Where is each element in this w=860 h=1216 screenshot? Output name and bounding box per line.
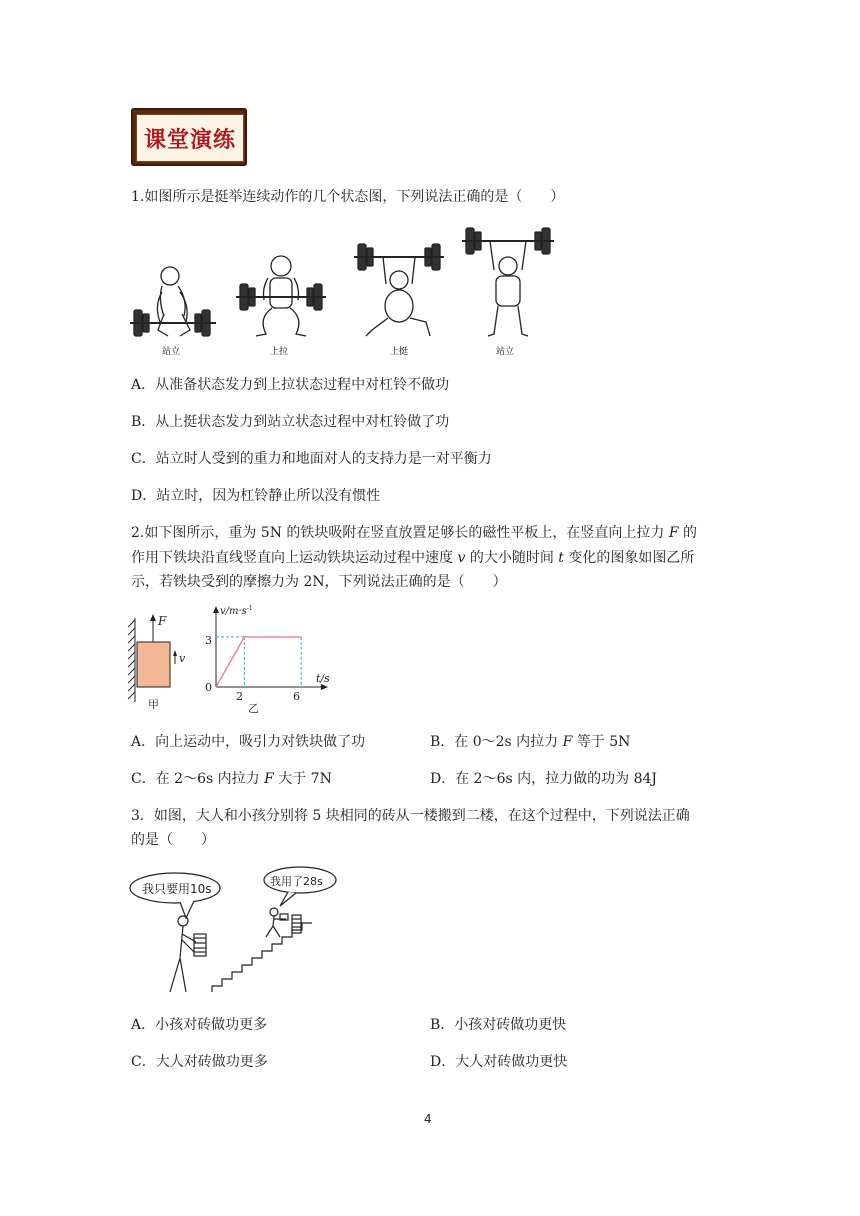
q2-stem-text: 的大小随时间 — [465, 550, 559, 566]
q1-option-b: B．从上挺状态发力到站立状态过程中对杠铃做了功 — [131, 414, 450, 430]
q2-option-b-text: B．在 0～2s 内拉力 — [430, 734, 563, 750]
velocity-chart — [205, 605, 330, 715]
x-tick-label: 2 — [236, 690, 243, 703]
wall — [128, 618, 135, 702]
series-line — [216, 637, 301, 687]
q3-option-b: B．小孩对砖做功更快 — [430, 1017, 567, 1033]
q2-option-c-symbol: F — [264, 771, 274, 787]
child-figure — [266, 908, 301, 937]
q2-option-c-text: 大于 7N — [273, 771, 332, 787]
force-label: F — [158, 614, 167, 628]
velocity-label: v — [179, 652, 186, 665]
q3-option-d: D．大人对砖做功更快 — [430, 1054, 568, 1070]
right-caption: 乙 — [248, 702, 259, 715]
adult-speech-text: 我只要用10s — [142, 882, 212, 896]
y-axis-label — [220, 605, 253, 617]
q2-stem-symbol-t: t — [558, 550, 564, 566]
q2-stem-text: 变化的图象如图乙所 — [563, 550, 695, 566]
q3-stem-line-1: 3．如图，大人和小孩分别将 5 块相同的砖从一楼搬到二楼，在这个过程中，下列说法正确 — [131, 808, 690, 824]
lifter-figure-4 — [462, 228, 554, 336]
q1-option-a: A．从准备状态发力到上拉状态过程中对杠铃不做功 — [131, 377, 450, 393]
q2-stem-symbol-v: v — [457, 550, 466, 566]
q2-stem-symbol-f: F — [668, 525, 679, 541]
q2-option-c-text: C．在 2～6s 内拉力 — [131, 771, 265, 787]
iron-block — [137, 642, 170, 687]
q2-option-b-text: 等于 5N — [572, 734, 631, 750]
caption-stand-1: 站立 — [162, 347, 181, 357]
q1-figure — [128, 222, 588, 362]
q2-stem-line-3: 示，若铁块受到的摩擦力为 2N，下列说法正确的是（ ） — [131, 574, 507, 590]
q1-stem: 1.如图所示是挺举连续动作的几个状态图，下列说法正确的是（ ） — [131, 189, 565, 205]
caption-jerk: 上挺 — [390, 347, 409, 357]
caption-stand-2: 站立 — [496, 347, 515, 357]
q3-option-a: A．小孩对砖做功更多 — [131, 1017, 268, 1033]
q2-stem-text: 的 — [678, 525, 698, 541]
x-tick-label: 6 — [293, 690, 300, 703]
section-title: 课堂演练 — [143, 127, 236, 153]
child-speech-text: 我用了28s — [270, 875, 323, 888]
q2-option-d: D．在 2～6s 内，拉力做的功为 84J — [430, 771, 658, 787]
x-axis-label: t/s — [316, 672, 330, 685]
q3-stem-line-2: 的是（ ） — [131, 832, 215, 848]
q2-stem-text: 2.如下图所示，重为 5N 的铁块吸附在竖直放置足够长的磁性平板上，在竖直向上拉力 — [131, 525, 669, 541]
y-axis-label-text: v/m·s — [220, 606, 247, 617]
q1-option-c: C．站立时人受到的重力和地面对人的支持力是一对平衡力 — [131, 451, 492, 467]
q1-option-d: D．站立时，因为杠铃静止所以没有惯性 — [131, 488, 381, 504]
lifter-figure-2 — [236, 256, 326, 336]
y-axis-label-exp: -1 — [246, 605, 253, 612]
q2-option-a: A．向上运动中，吸引力对铁块做了功 — [131, 734, 366, 750]
left-caption: 甲 — [148, 698, 159, 711]
origin-label: 0 — [205, 681, 212, 694]
q2-option-c — [131, 769, 332, 789]
q3-figure — [128, 866, 358, 998]
section-badge-inner — [136, 114, 244, 162]
q2-stem-line-2 — [131, 548, 694, 568]
q2-figure — [120, 600, 350, 718]
section-badge — [131, 108, 247, 166]
adult-figure — [170, 916, 206, 992]
lifter-figure-1 — [130, 267, 216, 336]
caption-pull: 上拉 — [270, 347, 289, 357]
q2-stem-line-1 — [131, 523, 697, 543]
page-number: 4 — [424, 1112, 432, 1126]
q3-option-c: C．大人对砖做功更多 — [131, 1054, 268, 1070]
y-tick-label: 3 — [205, 634, 212, 647]
q2-stem-text: 作用下铁块沿直线竖直向上运动铁块运动过程中速度 — [131, 550, 458, 566]
q2-option-b — [430, 732, 630, 752]
lifter-figure-3 — [354, 244, 444, 336]
q2-option-b-symbol: F — [562, 734, 573, 750]
